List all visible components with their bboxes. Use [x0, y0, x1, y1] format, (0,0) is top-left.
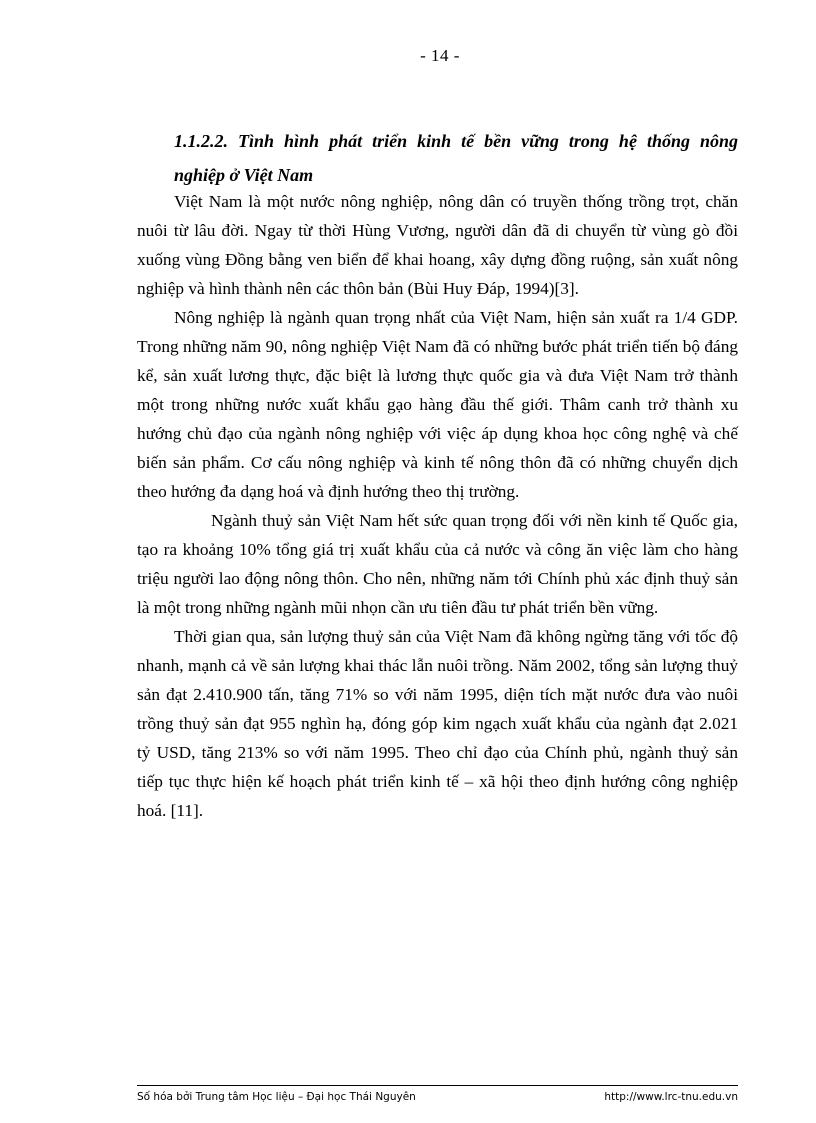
- section-heading-line-2: nghiệp ở Việt Nam: [174, 165, 314, 185]
- paragraph-4: Thời gian qua, sản lượng thuỷ sản của Việt Nam đã không ngừng tăng với tốc độ nhanh, mạnh cả về sản lượng khai thác lẫn nuôi trồng. Năm 2002, tổng sản lượng thuỷ sản đạt 2.410.900 tấn, tăng 71% so với năm 1995, diện tích mặt nước đưa vào nuôi trồng thuỷ sản đạt 955 nghìn hạ, đóng góp kim ngạch xuất khẩu của ngành đạt 2.021 tỷ USD, tăng 213% so với năm 1995. Theo chỉ đạo của Chính phủ, ngành thuỷ sản tiếp tục thực hiện kế hoạch phát triển kinh tế – xã hội theo định hướng công nghiệp hoá. [11].: [137, 627, 738, 820]
- section-heading: [174, 124, 738, 192]
- section-heading-block: [174, 124, 738, 192]
- paragraph-1: Việt Nam là một nước nông nghiệp, nông dân có truyền thống trồng trọt, chăn nuôi từ lâu đời. Ngay từ thời Hùng Vương, người dân đã di chuyển từ vùng gò đồi xuống vùng Đồng bằng ven biển để khai hoang, xây dựng đồng ruộng, sản xuất nông nghiệp và hình thành nên các thôn bản (Bùi Huy Đáp, 1994)[3].: [137, 192, 738, 298]
- footer-source-text: Số hóa bởi Trung tâm Học liệu – Đại học Thái Nguyên: [137, 1091, 416, 1103]
- page-number: - 14 -: [420, 46, 460, 65]
- section-heading-line-1: 1.1.2.2. Tình hình phát triển kinh tế bền vững trong hệ thống nông: [174, 131, 738, 151]
- document-body: [137, 187, 738, 825]
- footer: [137, 1091, 738, 1103]
- footer-divider: [137, 1085, 738, 1086]
- paragraph-2: Nông nghiệp là ngành quan trọng nhất của Việt Nam, hiện sản xuất ra 1/4 GDP. Trong những năm 90, nông nghiệp Việt Nam đã có những bước phát triển tiến bộ đáng kể, sản xuất lương thực, đặc biệt là lương thực quốc gia và đưa Việt Nam trở thành một trong những nước xuất khẩu gạo hàng đầu thế giới. Thâm canh trở thành xu hướng chủ đạo của ngành nông nghiệp với việc áp dụng khoa học công nghệ và chế biến sản phẩm. Cơ cấu nông nghiệp và kinh tế nông thôn đã có những chuyển dịch theo hướng đa dạng hoá và định hướng theo thị trường.: [137, 308, 738, 501]
- paragraph-3: Ngành thuỷ sản Việt Nam hết sức quan trọng đối với nền kinh tế Quốc gia, tạo ra khoảng 10% tổng giá trị xuất khẩu của cả nước và công ăn việc làm cho hàng triệu người lao động nông thôn. Cho nên, những năm tới Chính phủ xác định thuỷ sản là một trong những ngành mũi nhọn cần ưu tiên đầu tư phát triển bền vững.: [137, 511, 738, 617]
- footer-url[interactable]: http://www.lrc-tnu.edu.vn: [604, 1091, 738, 1103]
